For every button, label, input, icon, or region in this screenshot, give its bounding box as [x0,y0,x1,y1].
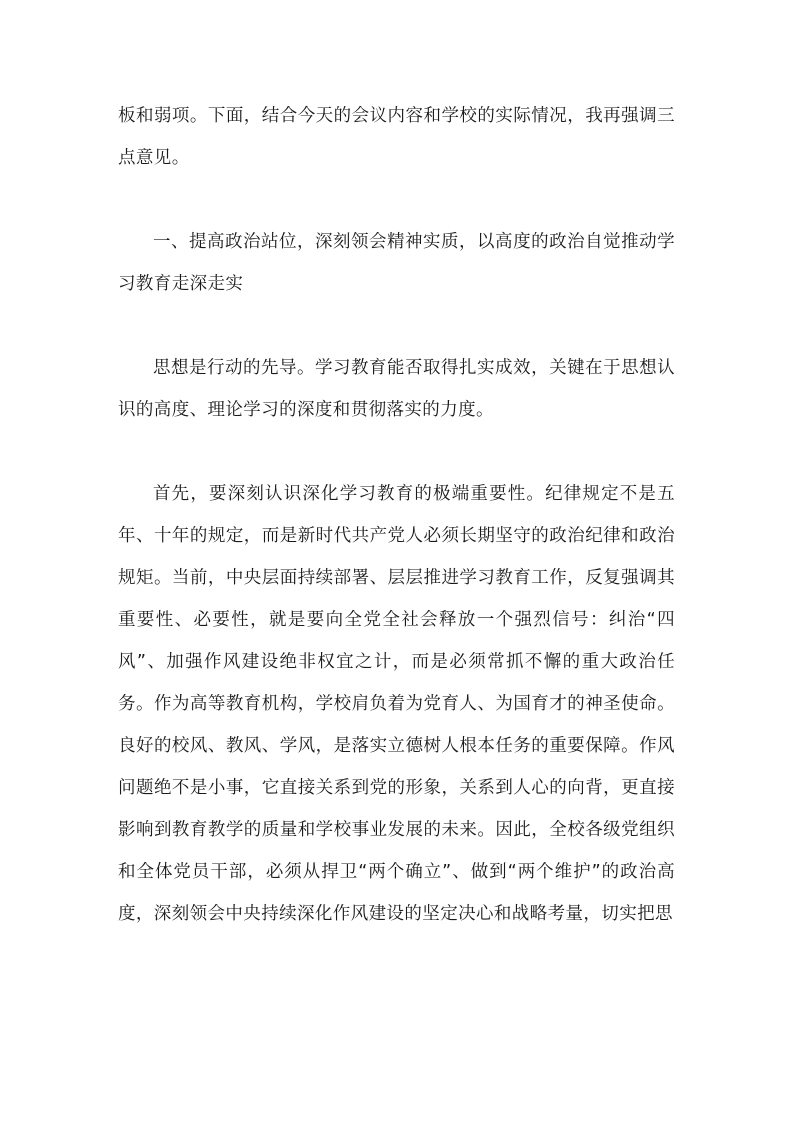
paragraph-spacer [118,431,675,473]
paragraph-continuation: 板和弱项。下面，结合今天的会议内容和学校的实际情况，我再强调三点意见。 [118,106,675,168]
paragraph-spacer [118,305,675,347]
paragraph-thought-leads: 思想是行动的先导。学习教育能否取得扎实成效，关键在于思想认识的高度、理论学习的深度和贯彻落实的力度。 [118,358,675,420]
paragraph-importance: 首先，要深刻认识深化学习教育的极端重要性。纪律规定不是五年、十年的规定，而是新时代共产党人必须长期坚守的政治纪律和政治规矩。当前，中央层面持续部署、层层推进学习教育工作，反复强调其重要性、必要性，就是要向全党全社会释放一个强烈信号：纠治“四风”、加强作风建设绝非权宜之计，而是必须常抓不懈的重大政治任务。作为高等教育机构，学校肩负着为党育人、为国育才的神圣使命。良好的校风、教风、学风，是落实立德树人根本任务的重要保障。作风问题绝不是小事，它直接关系到党的形象，关系到人心的向背，更直接影响到教育教学的质量和学校事业发展的未来。因此，全校各级党组织和全体党员干部，必须从捍卫“两个确立”、做到“两个维护”的政治高度，深刻领会中央持续深化作风建设的坚定决心和战略考量，切实把思 [118,484,675,924]
section-heading-one: 一、提高政治站位，深刻领会精神实质，以高度的政治自觉推动学习教育走深走实 [118,232,675,294]
document-body [118,95,675,935]
paragraph-spacer [118,179,675,221]
